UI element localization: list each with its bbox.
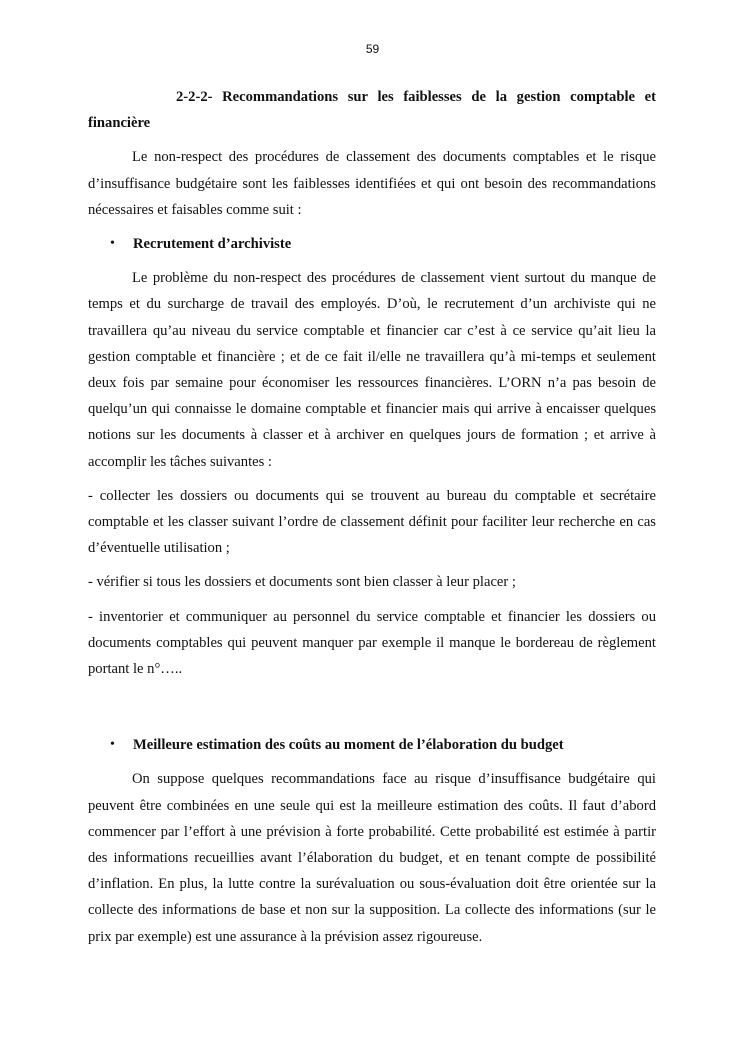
bullet-icon: • [110, 236, 115, 252]
task-item: - collecter les dossiers ou documents qui se trouvent au bureau du comptable et secrétaire comptable et les classer suivant l’ordre de classement définit pour faciliter leur recherche en cas d’éventuelle utilisation ; [88, 487, 656, 557]
bullet-recrutement [88, 231, 656, 257]
task-item: - vérifier si tous les dossiers et documents sont bien classer à leur placer ; [88, 574, 516, 591]
intro-paragraph: Le non-respect des procédures de classement des documents comptables et le risque d’insuffisance budgétaire sont les faiblesses identifiées et qui ont besoin des recommandations nécessaires et faisables comme suit : [88, 149, 656, 218]
bullet-title: Recrutement d’archiviste [133, 236, 292, 253]
document-body [88, 84, 656, 958]
recrutement-paragraph: Le problème du non-respect des procédures de classement vient surtout du manque de temps et du surcharge de travail des employés. D’où, le recrutement d’un archiviste qui ne travaillera qu’au niveau du service comptable et financier car c’est à ce service qu’ait lieu la gestion comptable et financière ; et de ce fait il/elle ne travaillera qu’à mi-temps et seulement deux fois par semaine pour économiser les ressources financières. L’ORN n’a pas besoin de quelqu’un qui connaisse le domaine comptable et financier mais qui arrive à encaisser quelques notions sur les documents à classer et à archiver en quelques jours de formation ; et arrive à accomplir les tâches suivantes : [88, 270, 656, 470]
section-heading: 2-2-2- Recommandations sur les faiblesses de la gestion comptable et financière [88, 89, 656, 132]
bullet-icon: • [110, 737, 115, 753]
estimation-paragraph: On suppose quelques recommandations face au risque d’insuffisance budgétaire qui peuvent être combinées en une seule qui est la meilleure estimation des coûts. Il faut d’abord commencer par l’effort à une prévision à forte probabilité. Cette probabilité est estimée à partir des informations recueillies avant l’élaboration du budget, et en tenant compte de possibilité d’inflation. En plus, la lutte contre la surévaluation ou sous-évaluation doit être orientée sur la collecte des informations de base et non sur la supposition. La collecte des informations (sur le prix par exemple) est une assurance à la prévision assez rigoureuse. [88, 771, 656, 945]
spacer [88, 690, 656, 732]
bullet-estimation [88, 732, 656, 758]
page-number: 59 [365, 42, 380, 56]
bullet-title: Meilleure estimation des coûts au moment de l’élaboration du budget [133, 737, 564, 754]
task-item: - inventorier et communiquer au personnel du service comptable et financier les dossiers ou documents comptables qui peuvent manquer par exemple il manque le bordereau de règlement portant le n°….. [88, 608, 656, 678]
